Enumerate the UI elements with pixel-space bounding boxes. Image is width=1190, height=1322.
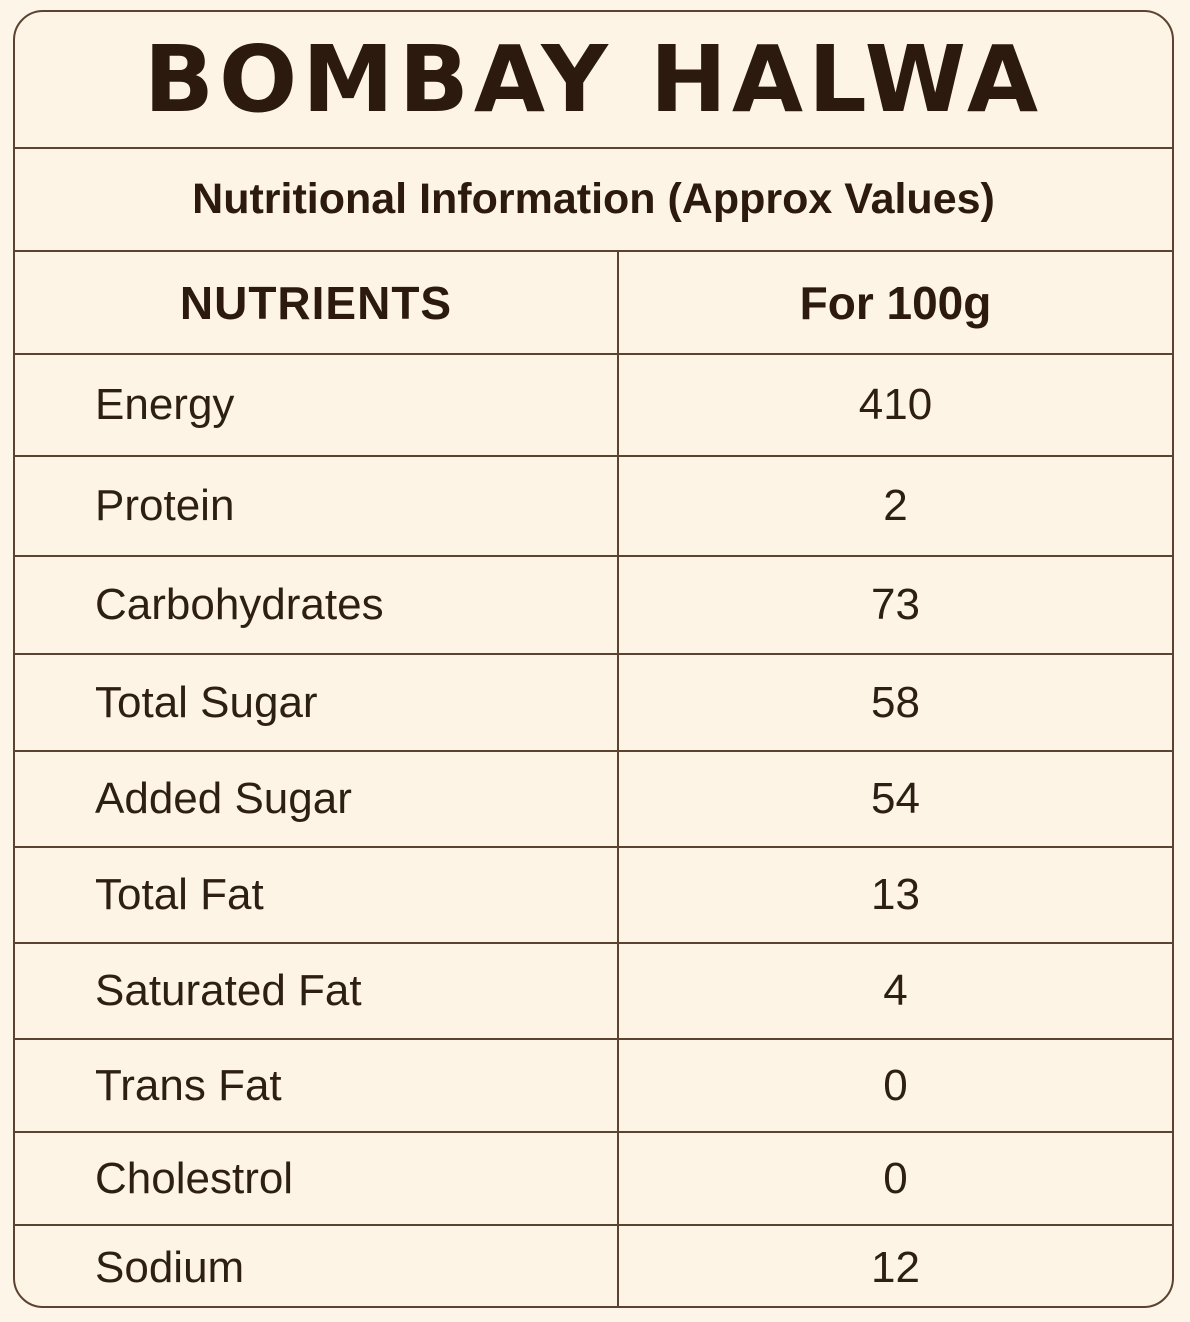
nutrient-name: Carbohydrates	[15, 557, 619, 653]
table-row	[15, 457, 1172, 557]
nutrient-name: Total Sugar	[15, 655, 619, 750]
nutrient-value: 0	[883, 1153, 908, 1203]
table-row	[15, 1226, 1172, 1308]
nutrient-value: 13	[871, 870, 920, 919]
nutrient-value: 2	[883, 481, 908, 530]
nutrient-name: Protein	[15, 457, 619, 555]
nutrient-value: 54	[871, 774, 920, 823]
nutrient-name: Saturated Fat	[15, 944, 619, 1038]
nutrient-value: 12	[871, 1243, 920, 1292]
nutrient-name: Trans Fat	[15, 1040, 619, 1131]
table-row	[15, 355, 1172, 457]
nutrient-value: 410	[858, 380, 933, 429]
nutrient-name: Total Fat	[15, 848, 619, 942]
nutrient-value: 4	[883, 966, 908, 1015]
nutrient-name: Energy	[15, 355, 619, 455]
table-row	[15, 944, 1172, 1040]
nutrient-value: 58	[871, 677, 920, 727]
table-row	[15, 752, 1172, 848]
table-row	[15, 1040, 1172, 1133]
header-nutrients: NUTRIENTS	[15, 252, 619, 353]
table-row	[15, 1133, 1172, 1226]
table-row	[15, 848, 1172, 944]
nutrient-name: Sodium	[15, 1226, 619, 1308]
nutrient-value: 0	[883, 1060, 908, 1110]
nutrition-label-card	[13, 10, 1174, 1308]
table-row	[15, 655, 1172, 752]
product-title: BOMBAY HALWA	[15, 12, 1172, 149]
nutrition-subtitle: Nutritional Information (Approx Values)	[15, 149, 1172, 252]
header-for-100g: For 100g	[799, 276, 992, 329]
table-header-row	[15, 252, 1172, 355]
nutrient-name: Added Sugar	[15, 752, 619, 846]
nutrition-table	[15, 252, 1172, 1306]
nutrient-name: Cholestrol	[15, 1133, 619, 1224]
table-row	[15, 557, 1172, 655]
nutrient-value: 73	[871, 580, 920, 629]
